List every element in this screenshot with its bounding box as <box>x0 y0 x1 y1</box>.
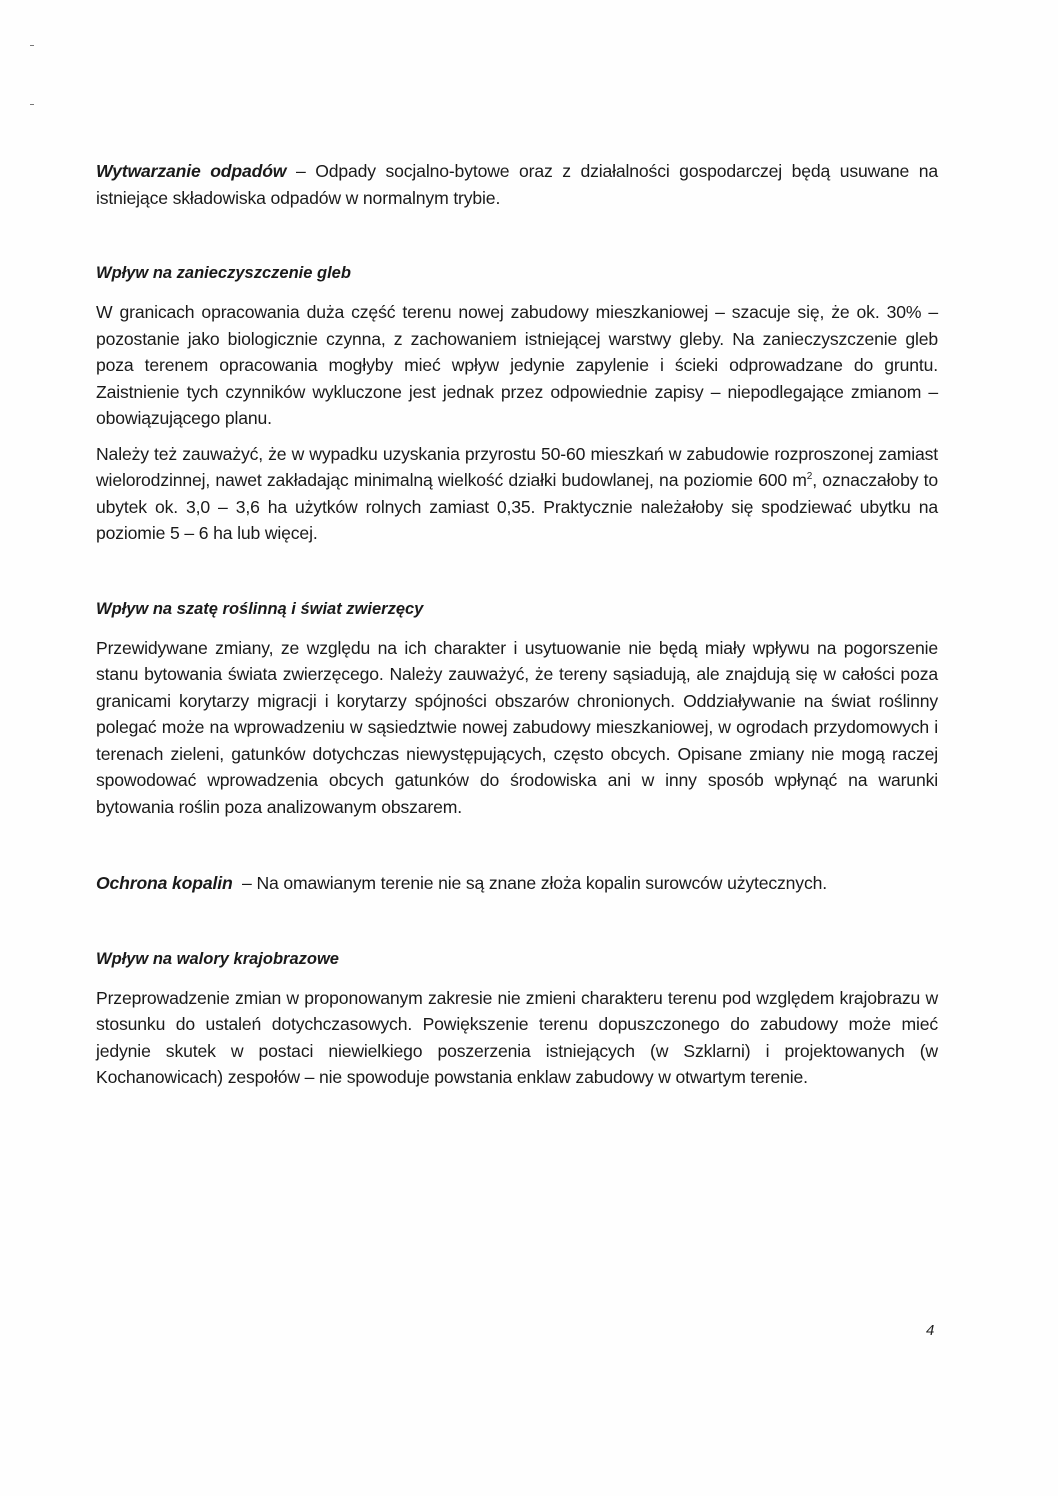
section-waste-text: Odpady socjalno-bytowe oraz z działalności gospodarczej będą usuwane na istniejące składowiska odpadów w normalnym trybie. <box>96 161 938 208</box>
section-minerals-text: Na omawianym terenie nie są znane złoża kopalin surowców użytecznych. <box>256 873 827 893</box>
paragraph-landscape: Przeprowadzenie zmian w proponowanym zakresie nie zmieni charakteru terenu pod względem krajobrazu w stosunku do ustaleń dotychczasowych. Powiększenie terenu dopuszczonego do zabudowy może mieć jedynie skutek w postaci niewielkiego poszerzenia istniejących (w Szklarni) i projektowanych (w Kochanowicach) zespołów – nie spowoduje powstania enklaw zabudowy w otwartym terenie. <box>96 987 938 1087</box>
paragraph-soil-2-before: Należy też zauważyć, że w wypadku uzyskania przyrostu 50-60 mieszkań w zabudowie rozproszonej zamiast wielorodzinnej, nawet zakładając minimalną wielkość działki budowlanej, na poziomie 600 m <box>96 443 938 490</box>
separator: – <box>286 161 316 181</box>
section-waste <box>96 158 938 211</box>
superscript: 2 <box>806 471 813 483</box>
scan-speck <box>30 45 34 46</box>
section-minerals <box>96 870 938 897</box>
paragraph-soil-1: W granicach opracowania duża część terenu nowej zabudowy mieszkaniowej – szacuje się, że ok. 30% – pozostanie jako biologicznie czynna, z zachowaniem istniejącej warstwy gleby. Na zanieczyszczenie gleb poza terenem opracowania mogłyby mieć wpływ jedynie zapylenie i ścieki odprowadzane do gruntu. Zaistnienie tych czynników wykluczone jest jednak przez odpowiednie zapisy – niepodlegające zmianom – obowiązującego planu. <box>96 302 938 428</box>
paragraph-soil-2-after: , oznaczałoby to ubytek ok. 3,0 – 3,6 ha użytków rolnych zamiast 0,35. Praktycznie należałoby się spodziewać ubytku na poziomie 5 – 6 ha lub więcej. <box>96 470 938 543</box>
page-number: 4 <box>926 1322 935 1339</box>
paragraph-flora-fauna: Przewidywane zmiany, ze względu na ich charakter i usytuowanie nie będą miały wpływu na pogorszenie stanu bytowania świata zwierzęcego. Należy zauważyć, że tereny sąsiadują, ale znajdują się w całości poza granicami korytarzy migracji i korytarzy spójności obszarów chronionych. Oddziaływanie na świat roślinny polegać może na wprowadzeniu w sąsiedztwie nowej zabudowy mieszkaniowej, w ogrodach przydomowych i terenach zieleni, gatunków dotychczas niewystępujących, często obcych. Opisane zmiany nie mogą raczej spowodować wprowadzenia obcych gatunków do środowiska ani w inny sposób wpłynąć na warunki bytowania roślin poza analizowanym obszarem. <box>96 637 938 817</box>
document-body <box>96 158 938 1091</box>
heading-flora-fauna: Wpływ na szatę roślinną i świat zwierzęcy <box>96 599 424 618</box>
heading-soil: Wpływ na zanieczyszczenie gleb <box>96 264 351 282</box>
separator: – <box>232 873 257 893</box>
scan-speck <box>30 104 34 105</box>
lead-minerals: Ochrona kopalin <box>96 873 233 893</box>
heading-landscape: Wpływ na walory krajobrazowe <box>96 949 339 968</box>
lead-waste: Wytwarzanie odpadów <box>96 161 287 181</box>
paragraph-soil-2 <box>96 441 938 547</box>
